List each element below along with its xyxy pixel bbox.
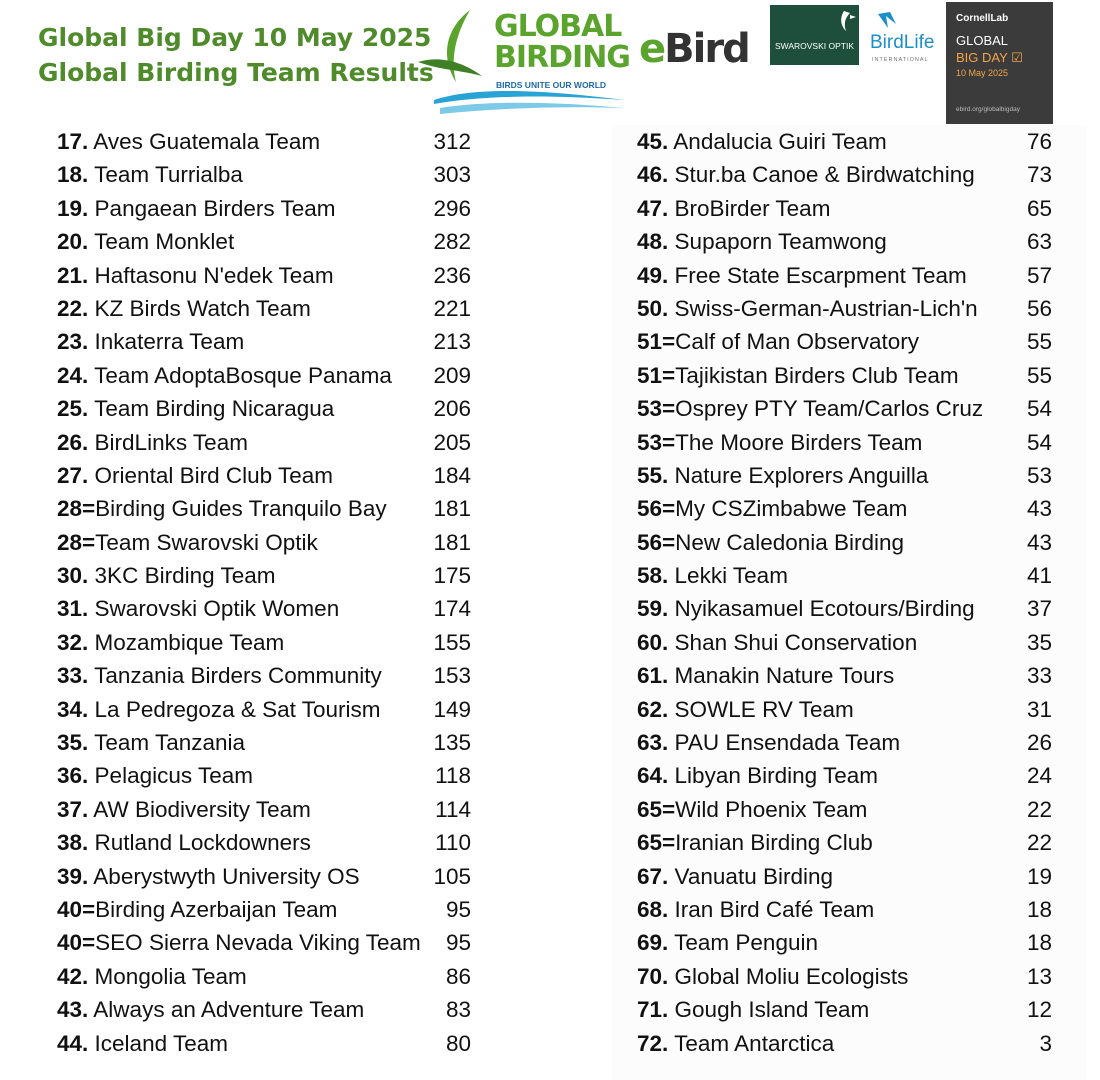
result-row	[57, 726, 471, 759]
result-count: 35	[1023, 626, 1052, 659]
result-row	[637, 993, 1052, 1026]
result-row	[57, 993, 471, 1026]
result-team: Shan Shui Conservation	[674, 629, 918, 655]
result-team: Global Moliu Ecologists	[674, 963, 909, 989]
result-rank: 50.	[637, 295, 669, 321]
result-team: KZ Birds Watch Team	[94, 295, 311, 321]
result-count: 155	[429, 626, 471, 659]
result-team: PAU Ensendada Team	[674, 730, 901, 756]
swarovski-name: SWAROVSKI OPTIK	[774, 41, 855, 51]
result-row	[57, 793, 471, 826]
result-row	[57, 392, 471, 425]
result-row	[57, 158, 471, 191]
result-row	[637, 1027, 1052, 1060]
result-row	[57, 426, 471, 459]
result-rank: 62.	[637, 696, 669, 722]
result-count: 86	[442, 960, 471, 993]
result-count: 221	[429, 292, 471, 325]
result-count: 73	[1023, 158, 1052, 191]
result-team: Free State Escarpment Team	[674, 262, 967, 288]
result-team: BirdLinks Team	[94, 429, 248, 455]
result-row	[57, 559, 471, 592]
result-count: 206	[429, 392, 471, 425]
result-rank: 59.	[637, 596, 669, 622]
result-rank: 43.	[57, 997, 89, 1023]
result-count: 312	[429, 125, 471, 158]
result-team: Iranian Birding Club	[675, 830, 873, 856]
cornell-global-big-day-badge	[946, 2, 1053, 124]
result-count: 296	[429, 192, 471, 225]
result-rank: 28=	[57, 529, 96, 555]
result-count: 236	[429, 259, 471, 292]
result-team: Supaporn Teamwong	[674, 229, 887, 255]
result-count: 13	[1023, 960, 1052, 993]
result-count: 181	[429, 492, 471, 525]
result-count: 26	[1023, 726, 1052, 759]
result-rank: 40=	[57, 930, 96, 956]
result-team: Manakin Nature Tours	[674, 663, 895, 689]
result-count: 18	[1023, 893, 1052, 926]
result-team: Team Antarctica	[674, 1030, 835, 1056]
result-count: 110	[431, 826, 471, 859]
result-team: Pelagicus Team	[94, 763, 253, 789]
result-count: 213	[429, 325, 471, 358]
result-team: Mozambique Team	[94, 629, 285, 655]
result-count: 37	[1023, 592, 1052, 625]
result-count: 54	[1023, 426, 1052, 459]
result-count: 83	[442, 993, 471, 1026]
result-rank: 53=	[637, 429, 676, 455]
result-count: 31	[1023, 693, 1052, 726]
result-rank: 68.	[637, 896, 669, 922]
result-team: The Moore Birders Team	[675, 429, 923, 455]
result-rank: 65=	[637, 830, 676, 856]
result-rank: 58.	[637, 563, 669, 589]
result-team: Aves Guatemala Team	[93, 129, 321, 154]
result-count: 57	[1023, 259, 1052, 292]
result-row	[57, 192, 471, 225]
result-rank: 28=	[57, 496, 96, 522]
result-count: 56	[1023, 292, 1052, 325]
result-count: 24	[1023, 759, 1052, 792]
result-rank: 35.	[57, 730, 89, 756]
result-row	[57, 960, 471, 993]
swarovski-logo	[770, 5, 859, 65]
result-count: 282	[429, 225, 471, 258]
result-rank: 47.	[637, 195, 669, 221]
result-team: New Caledonia Birding	[675, 529, 905, 555]
result-team: Libyan Birding Team	[674, 763, 879, 789]
result-row	[637, 860, 1052, 893]
result-row	[57, 592, 471, 625]
result-team: Pangaean Birders Team	[94, 195, 336, 221]
result-row	[637, 259, 1052, 292]
result-team: Team Penguin	[674, 930, 818, 956]
result-row	[57, 826, 471, 859]
result-team: Tajikistan Birders Club Team	[675, 362, 959, 388]
result-rank: 56=	[637, 529, 676, 555]
result-rank: 30.	[57, 563, 89, 589]
result-team: SOWLE RV Team	[674, 696, 854, 722]
result-team: Iceland Team	[94, 1030, 228, 1056]
result-rank: 51=	[637, 362, 676, 388]
result-rank: 25.	[57, 396, 89, 422]
result-team: Mongolia Team	[94, 963, 247, 989]
result-row	[57, 359, 471, 392]
result-team: My CSZimbabwe Team	[675, 496, 908, 522]
result-row	[57, 526, 471, 559]
result-team: Haftasonu N'edek Team	[94, 262, 334, 288]
result-team: La Pedregoza & Sat Tourism	[94, 696, 381, 722]
result-team: Swiss-German-Austrian-Lich'n	[674, 295, 978, 321]
result-rank: 33.	[57, 663, 89, 689]
result-count: 175	[429, 559, 471, 592]
result-count: 55	[1023, 325, 1052, 358]
result-rank: 32.	[57, 629, 89, 655]
result-count: 54	[1023, 392, 1052, 425]
result-rank: 18.	[57, 162, 89, 188]
result-row	[637, 893, 1052, 926]
result-team: Swarovski Optik Women	[94, 596, 340, 622]
result-rank: 56=	[637, 496, 676, 522]
result-row	[637, 192, 1052, 225]
result-rank: 20.	[57, 229, 89, 255]
result-team: Always an Adventure Team	[93, 997, 365, 1023]
result-team: Calf of Man Observatory	[675, 329, 920, 355]
result-team: Oriental Bird Club Team	[94, 462, 333, 488]
result-row	[57, 325, 471, 358]
result-rank: 24.	[57, 362, 89, 388]
result-rank: 27.	[57, 462, 89, 488]
result-team: Lekki Team	[674, 563, 788, 589]
result-rank: 21.	[57, 262, 89, 288]
result-count: 149	[429, 693, 471, 726]
result-row	[57, 492, 471, 525]
result-row	[637, 225, 1052, 258]
result-team: Team Monklet	[94, 229, 235, 255]
result-row	[57, 459, 471, 492]
result-row	[637, 826, 1052, 859]
result-row	[637, 526, 1052, 559]
result-count: 43	[1023, 526, 1052, 559]
result-team: Team Tanzania	[94, 730, 246, 756]
result-row	[57, 125, 471, 158]
cornell-event-name: GLOBAL BIG DAY ☑	[956, 33, 1023, 65]
result-count: 153	[429, 659, 471, 692]
birdlife-name: BirdLife	[870, 32, 935, 53]
result-rank: 55.	[637, 462, 669, 488]
result-rank: 40=	[57, 896, 96, 922]
results-column-left	[57, 125, 471, 1060]
result-team: Team Turrialba	[94, 162, 243, 188]
result-row	[637, 426, 1052, 459]
result-rank: 65=	[637, 796, 676, 822]
result-team: Rutland Lockdowners	[94, 830, 311, 856]
result-row	[637, 292, 1052, 325]
result-rank: 19.	[57, 195, 89, 221]
result-count: 19	[1023, 860, 1052, 893]
result-team: Gough Island Team	[674, 997, 870, 1023]
result-count: 43	[1023, 492, 1052, 525]
result-rank: 44.	[57, 1030, 89, 1056]
result-count: 63	[1023, 225, 1052, 258]
result-row	[637, 125, 1052, 158]
result-count: 41	[1023, 559, 1052, 592]
birdlife-logo	[866, 10, 944, 70]
result-rank: 60.	[637, 629, 669, 655]
result-row	[637, 559, 1052, 592]
global-birding-name: GLOBAL BIRDING	[494, 9, 630, 75]
result-rank: 17.	[57, 129, 89, 154]
result-rank: 69.	[637, 930, 669, 956]
result-rank: 67.	[637, 863, 669, 889]
global-birding-tagline: BIRDS UNITE OUR WORLD	[496, 80, 607, 90]
result-rank: 48.	[637, 229, 669, 255]
result-row	[57, 225, 471, 258]
result-team: AW Biodiversity Team	[93, 796, 311, 822]
result-team: Nyikasamuel Ecotours/Birding	[674, 596, 975, 622]
result-row	[637, 693, 1052, 726]
birdlife-bird-icon	[866, 10, 944, 34]
result-row	[637, 926, 1052, 959]
result-rank: 42.	[57, 963, 89, 989]
result-row	[637, 492, 1052, 525]
result-row	[637, 793, 1052, 826]
result-row	[637, 659, 1052, 692]
result-row	[637, 459, 1052, 492]
result-count: 114	[431, 793, 471, 826]
cornell-date: 10 May 2025	[956, 68, 1009, 78]
result-row	[57, 659, 471, 692]
result-rank: 64.	[637, 763, 669, 789]
result-rank: 51=	[637, 329, 676, 355]
result-row	[57, 860, 471, 893]
result-team: BroBirder Team	[674, 195, 831, 221]
result-count: 80	[442, 1027, 471, 1060]
result-rank: 31.	[57, 596, 89, 622]
result-row	[637, 726, 1052, 759]
result-team: Birding Azerbaijan Team	[95, 896, 338, 922]
result-row	[637, 592, 1052, 625]
result-rank: 45.	[637, 129, 669, 154]
result-rank: 46.	[637, 162, 669, 188]
result-count: 184	[429, 459, 471, 492]
result-team: Inkaterra Team	[94, 329, 245, 355]
result-row	[637, 359, 1052, 392]
result-count: 65	[1023, 192, 1052, 225]
results-column-right	[637, 125, 1052, 1060]
result-rank: 22.	[57, 295, 89, 321]
cornell-lab-label: CornellLab	[956, 13, 1009, 24]
result-row	[57, 693, 471, 726]
result-rank: 37.	[57, 796, 89, 822]
result-count: 95	[442, 893, 471, 926]
result-rank: 23.	[57, 329, 89, 355]
result-team: Aberystwyth University OS	[93, 863, 360, 889]
result-count: 53	[1023, 459, 1052, 492]
birdlife-sub: INTERNATIONAL	[872, 57, 929, 63]
result-count: 303	[429, 158, 471, 191]
result-rank: 71.	[637, 997, 669, 1023]
result-rank: 61.	[637, 663, 669, 689]
result-rank: 36.	[57, 763, 89, 789]
result-team: 3KC Birding Team	[94, 563, 276, 589]
result-count: 33	[1023, 659, 1052, 692]
result-team: SEO Sierra Nevada Viking Team	[95, 930, 421, 956]
result-rank: 49.	[637, 262, 669, 288]
result-team: Team Birding Nicaragua	[94, 396, 335, 422]
result-count: 18	[1023, 926, 1052, 959]
result-row	[57, 292, 471, 325]
result-team: Nature Explorers Anguilla	[674, 462, 929, 488]
result-row	[57, 259, 471, 292]
result-row	[637, 759, 1052, 792]
result-rank: 72.	[637, 1030, 669, 1056]
result-count: 181	[429, 526, 471, 559]
result-count: 209	[429, 359, 471, 392]
result-row	[637, 626, 1052, 659]
cornell-url: ebird.org/globalbigday	[956, 106, 1020, 113]
result-count: 174	[429, 592, 471, 625]
result-row	[637, 960, 1052, 993]
result-count: 118	[431, 759, 471, 792]
result-count: 12	[1023, 993, 1052, 1026]
swarovski-bird-icon	[770, 5, 859, 41]
result-row	[637, 325, 1052, 358]
result-row	[57, 1027, 471, 1060]
result-count: 55	[1023, 359, 1052, 392]
result-team: Osprey PTY Team/Carlos Cruz	[675, 396, 984, 422]
result-row	[57, 893, 471, 926]
result-rank: 70.	[637, 963, 669, 989]
result-team: Tanzania Birders Community	[94, 663, 382, 689]
page-title	[38, 20, 434, 90]
result-team: Team Swarovski Optik	[95, 529, 318, 555]
result-count: 22	[1023, 793, 1052, 826]
result-rank: 38.	[57, 830, 89, 856]
result-rank: 53=	[637, 396, 676, 422]
result-team: Iran Bird Café Team	[674, 896, 875, 922]
result-row	[57, 626, 471, 659]
result-row	[637, 158, 1052, 191]
result-row	[57, 926, 471, 959]
result-rank: 39.	[57, 863, 89, 889]
result-count: 95	[442, 926, 471, 959]
result-row	[57, 759, 471, 792]
title-line-1: Global Big Day 10 May 2025	[38, 23, 432, 52]
global-birding-logo	[410, 4, 632, 122]
result-team: Stur.ba Canoe & Birdwatching	[674, 162, 975, 188]
result-count: 3	[1035, 1027, 1052, 1060]
result-rank: 34.	[57, 696, 89, 722]
result-row	[637, 392, 1052, 425]
result-count: 135	[429, 726, 471, 759]
result-rank: 63.	[637, 730, 669, 756]
result-team: Vanuatu Birding	[674, 863, 833, 889]
ebird-logo: eBird	[639, 26, 749, 72]
result-team: Andalucia Guiri Team	[673, 129, 887, 154]
result-count: 22	[1023, 826, 1052, 859]
result-count: 76	[1023, 125, 1052, 158]
result-rank: 26.	[57, 429, 89, 455]
result-team: Birding Guides Tranquilo Bay	[95, 496, 387, 522]
result-team: Team AdoptaBosque Panama	[94, 362, 392, 388]
title-line-2: Global Birding Team Results	[38, 58, 434, 87]
result-team: Wild Phoenix Team	[675, 796, 868, 822]
result-count: 105	[429, 860, 471, 893]
result-count: 205	[429, 426, 471, 459]
